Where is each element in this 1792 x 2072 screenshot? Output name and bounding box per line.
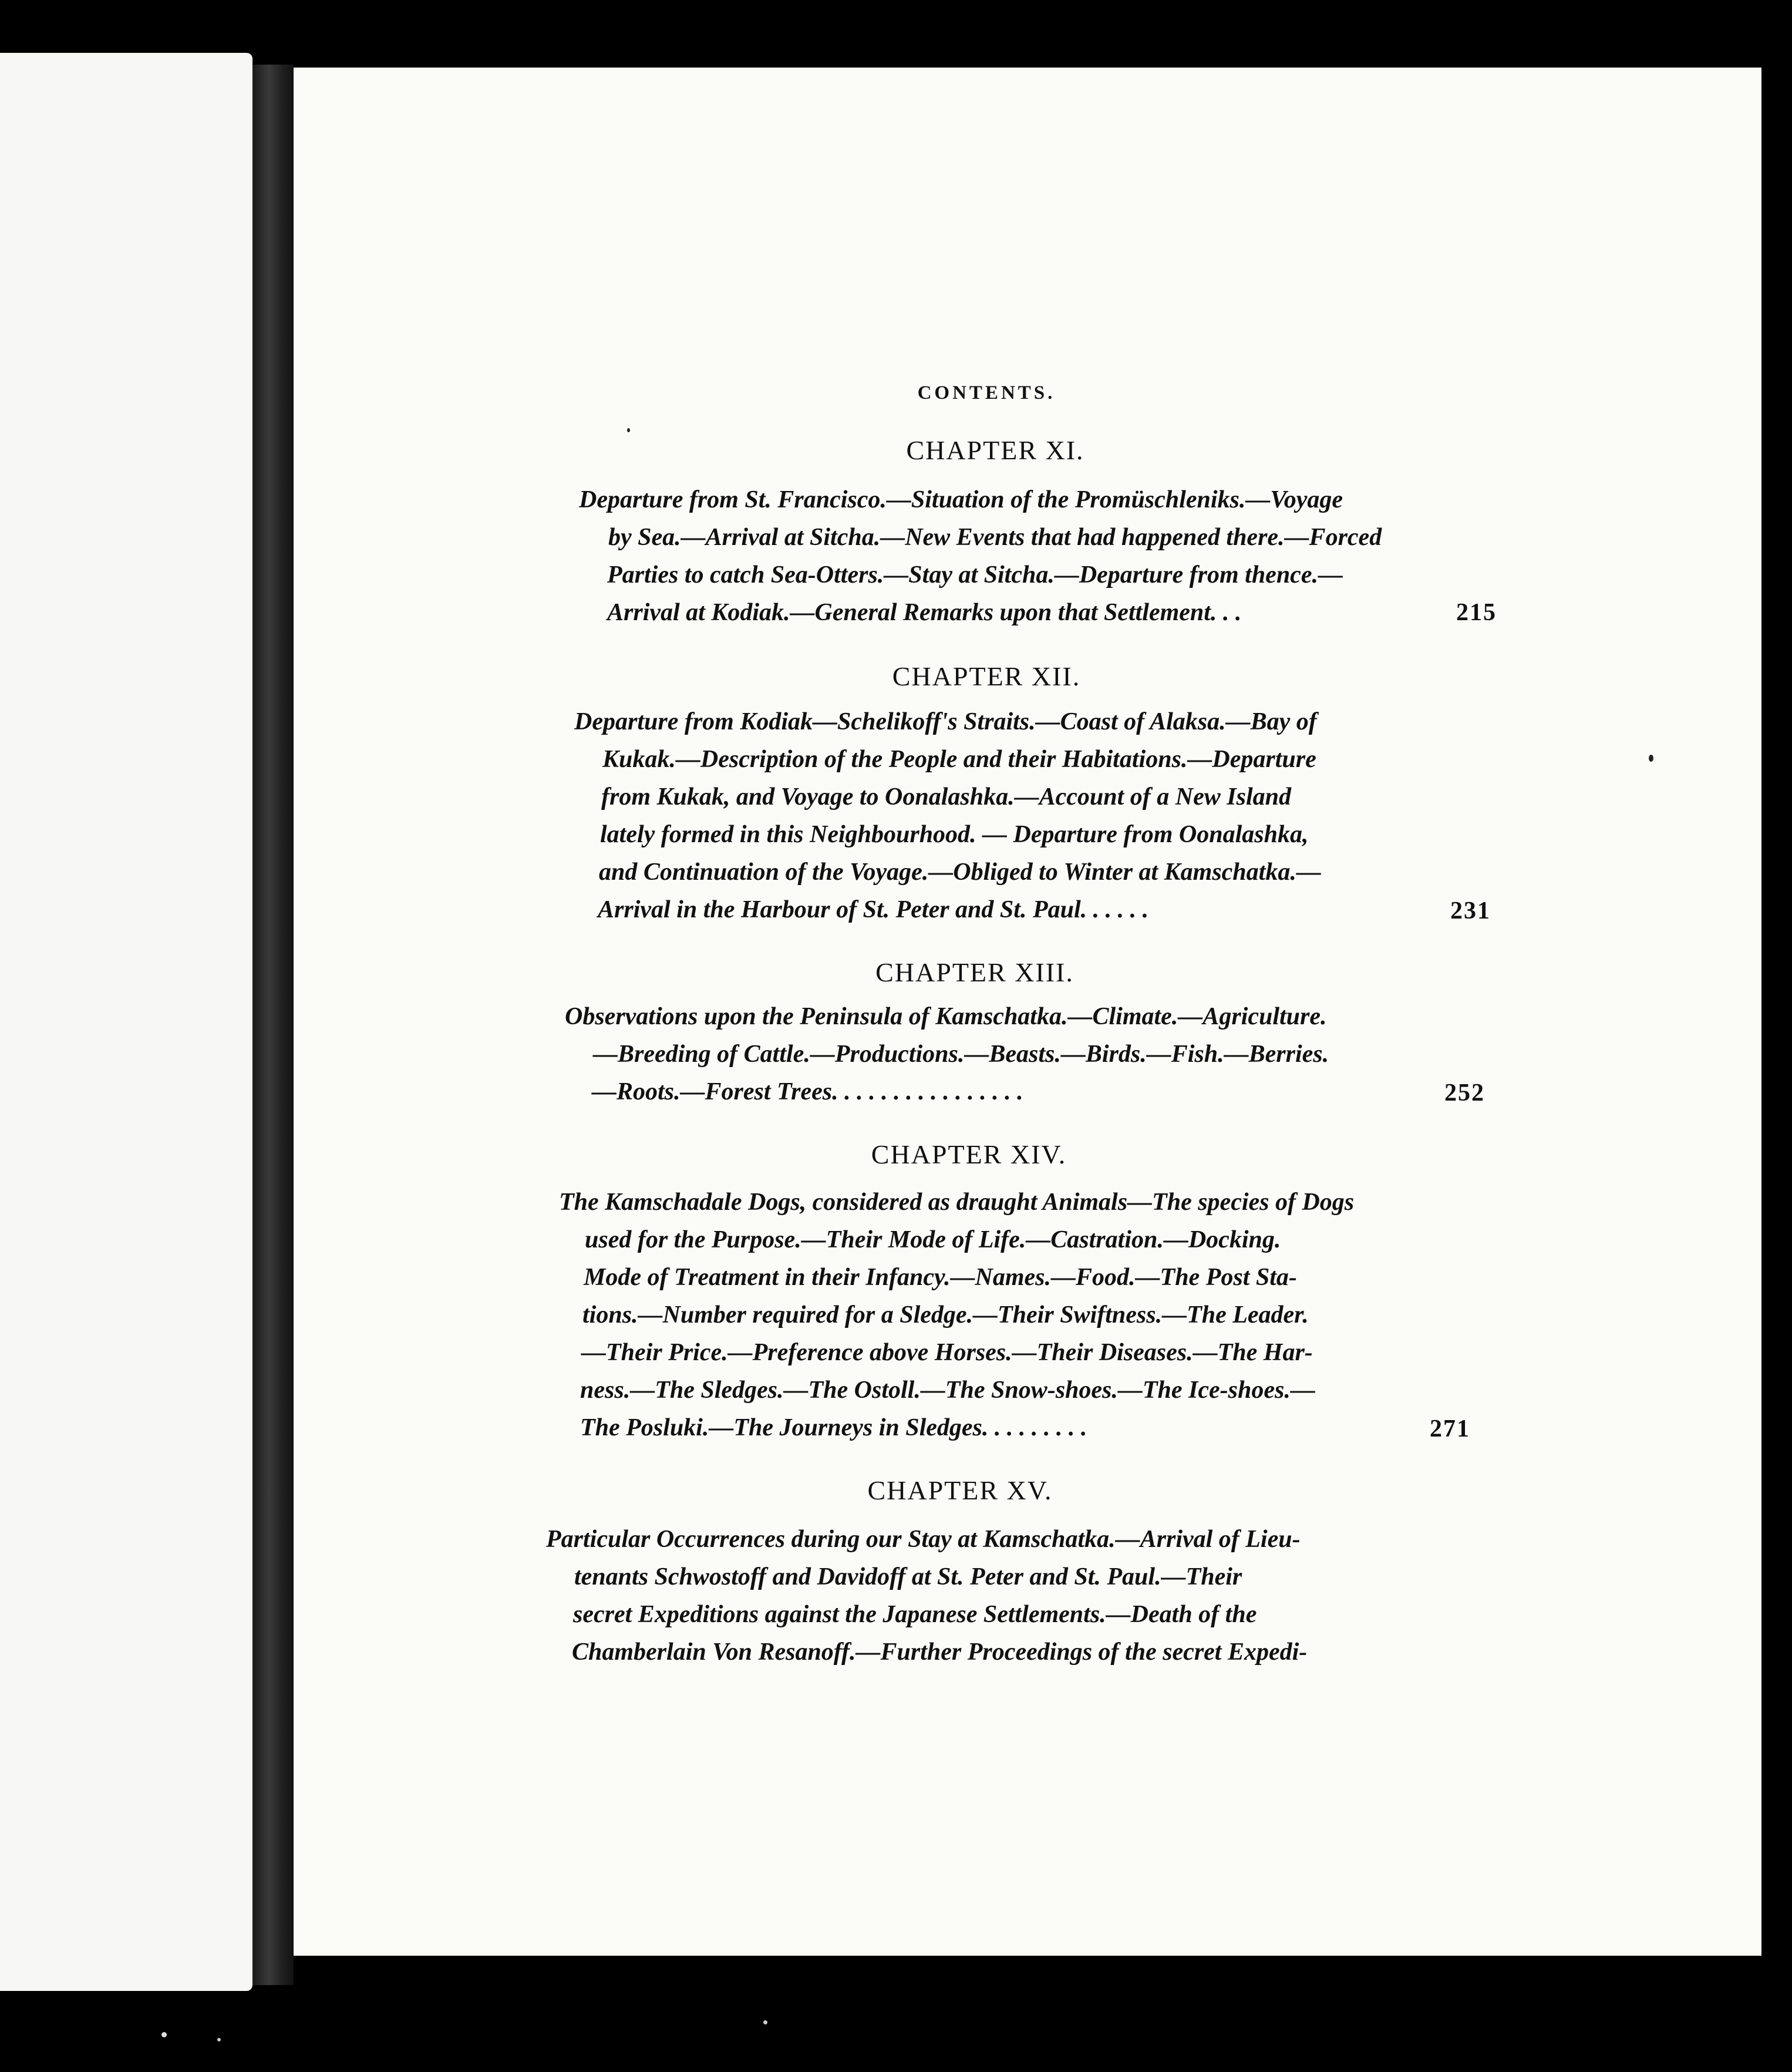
entry-line: The Posluki.—The Journeys in Sledges. . . . . . . . . xyxy=(580,1414,1087,1441)
dust-speck xyxy=(763,2020,767,2024)
entry-line: Observations upon the Peninsula of Kamschatka.—Climate.—Agriculture. xyxy=(565,1003,1327,1030)
entry-line: Particular Occurrences during our Stay at Kamschatka.—Arrival of Lieu- xyxy=(546,1526,1301,1553)
left-page xyxy=(0,53,252,1991)
entry-line: from Kukak, and Voyage to Oonalashka.—Account of a New Island xyxy=(601,783,1291,810)
dust-speck xyxy=(161,2032,167,2037)
ink-speck xyxy=(1649,755,1653,762)
entry-line: Departure from Kodiak—Schelikoff's Straits.—Coast of Alaksa.—Bay of xyxy=(574,708,1317,735)
page-number: 215 xyxy=(1456,599,1497,626)
entry-line: Departure from St. Francisco.—Situation of the Promüschleniks.—Voyage xyxy=(579,486,1343,513)
chapter-heading: CHAPTER XIII. xyxy=(875,957,1074,987)
entry-line: used for the Purpose.—Their Mode of Life.—Castration.—Docking. xyxy=(585,1226,1281,1253)
page-number: 271 xyxy=(1430,1415,1470,1442)
chapter-heading: CHAPTER XIV. xyxy=(871,1139,1067,1169)
entry-line: secret Expeditions against the Japanese Settlements.—Death of the xyxy=(573,1601,1257,1628)
entry-line: —Breeding of Cattle.—Productions.—Beasts.—Birds.—Fish.—Berries. xyxy=(593,1041,1329,1068)
page-number: 252 xyxy=(1444,1079,1485,1106)
entry-line: Parties to catch Sea-Otters.—Stay at Sitcha.—Departure from thence.— xyxy=(607,561,1343,588)
right-page xyxy=(294,68,1761,1956)
entry-line: tions.—Number required for a Sledge.—Their Swiftness.—The Leader. xyxy=(582,1301,1309,1328)
entry-line: Arrival in the Harbour of St. Peter and St. Paul. . . . . . xyxy=(598,896,1149,923)
ink-speck xyxy=(627,428,630,432)
page-number: 231 xyxy=(1450,897,1491,924)
entry-line: by Sea.—Arrival at Sitcha.—New Events that had happened there.—Forced xyxy=(608,524,1382,551)
entry-line: and Continuation of the Voyage.—Obliged to Winter at Kamschatka.— xyxy=(599,859,1321,886)
entry-line: tenants Schwostoff and Davidoff at St. Peter and St. Paul.—Their xyxy=(574,1563,1242,1590)
page-title: CONTENTS. xyxy=(917,382,1056,403)
entry-line: —Their Price.—Preference above Horses.—Their Diseases.—The Har- xyxy=(581,1339,1313,1366)
chapter-heading: CHAPTER XV. xyxy=(867,1475,1053,1505)
dust-speck xyxy=(217,2038,221,2041)
entry-line: lately formed in this Neighbourhood. — Departure from Oonalashka, xyxy=(600,821,1309,848)
entry-line: —Roots.—Forest Trees. . . . . . . . . . . . . . . . xyxy=(592,1078,1023,1105)
entry-line: The Kamschadale Dogs, considered as draught Animals—The species of Dogs xyxy=(559,1189,1355,1216)
entry-line: Mode of Treatment in their Infancy.—Names.—Food.—The Post Sta- xyxy=(584,1264,1297,1291)
entry-line: Kukak.—Description of the People and their Habitations.—Departure xyxy=(602,746,1316,773)
chapter-heading: CHAPTER XI. xyxy=(906,435,1084,465)
entry-line: Arrival at Kodiak.—General Remarks upon that Settlement. . . xyxy=(607,599,1242,626)
entry-line: Chamberlain Von Resanoff.—Further Proceedings of the secret Expedi- xyxy=(572,1639,1308,1666)
entry-line: ness.—The Sledges.—The Ostoll.—The Snow-shoes.—The Ice-shoes.— xyxy=(580,1377,1315,1404)
book-gutter xyxy=(252,65,294,1985)
chapter-heading: CHAPTER XII. xyxy=(892,661,1081,691)
